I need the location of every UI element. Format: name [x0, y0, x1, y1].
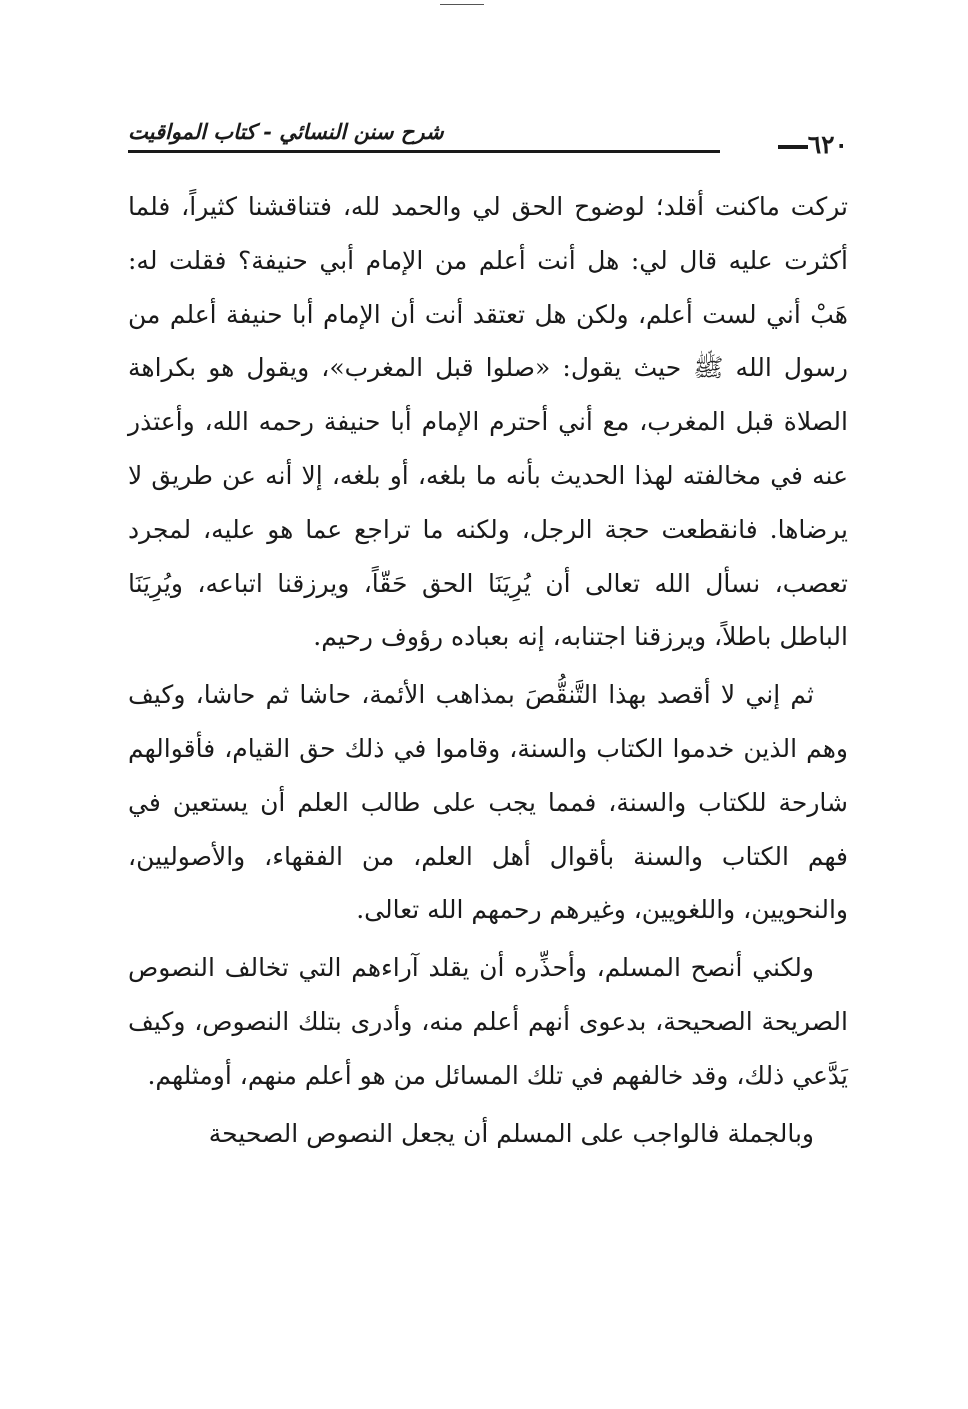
page-number: ٦٢٠: [807, 130, 848, 159]
page-number-group: [766, 130, 848, 160]
paragraph-final: وبالجملة فالواجب على المسلم أن يجعل النصوص الصحيحة: [208, 1118, 814, 1148]
header-rule: [128, 150, 720, 153]
running-title: شرح سنن النسائي - كتاب المواقيت: [128, 119, 444, 144]
paragraph-continued: تركت ماكنت أقلد؛ لوضوح الحق لي والحمد لله، فتناقشنا كثيراً، فلما أكثرت عليه قال لي: هل أنت أعلم من الإمام أبي حنيفة؟ فقلت له: هَبْ أني لست أعلم، ولكن هل تعتقد أنت أن الإمام أبا حنيفة أعلم من رسول الله ﷺ حيث يقول: «صلوا قبل المغرب»، ويقول هو بكراهة الصلاة قبل المغرب، مع أني أحترم الإمام أبا حنيفة رحمه الله، وأعتذر عنه في مخالفته لهذا الحديث بأنه ما بلغه، أو بلغه، إلا أنه عن طريق لا يرضاها. فانقطعت حجة الرجل، ولكنه ما تراجع عما هو عليه، لمجرد تعصب، نسأل الله تعالى أن يُرِيَنَا الحق حَقّاً، ويرزقنا اتباعه، ويُرِيَنَا الباطل باطلاً، ويرزقنا اجتنابه، إنه بعباده رؤوف رحيم.: [128, 192, 848, 652]
running-head: [128, 118, 848, 159]
paragraph: ثم إني لا أقصد بهذا التَّنقُّصَ بمذاهب الأئمة، حاشا ثم حاشا، وكيف وهم الذين خدموا الكتاب والسنة، وقاموا في ذلك حق القيام، فأقوالهم شارحة للكتاب والسنة، فمما يجب على طالب العلم أن يستعين في فهم الكتاب والسنة بأقوال أهل العلم، من الفقهاء، والأصوليين، والنحويين، واللغويين، وغيرهم رحمهم الله تعالى.: [128, 680, 848, 925]
top-edge-mark: [440, 4, 484, 5]
paragraph: ولكني أنصح المسلم، وأحذِّره أن يقلد آراءهم التي تخالف النصوص الصريحة الصحيحة، بدعوى أنهم أعلم منه، وأدرى بتلك النصوص، وكيف يَدَّعي ذلك، وقد خالفهم في تلك المسائل من هو أعلم منهم، أومثلهم.: [128, 953, 848, 1090]
page-number-dash: [778, 145, 808, 149]
page-text: [128, 180, 848, 1160]
